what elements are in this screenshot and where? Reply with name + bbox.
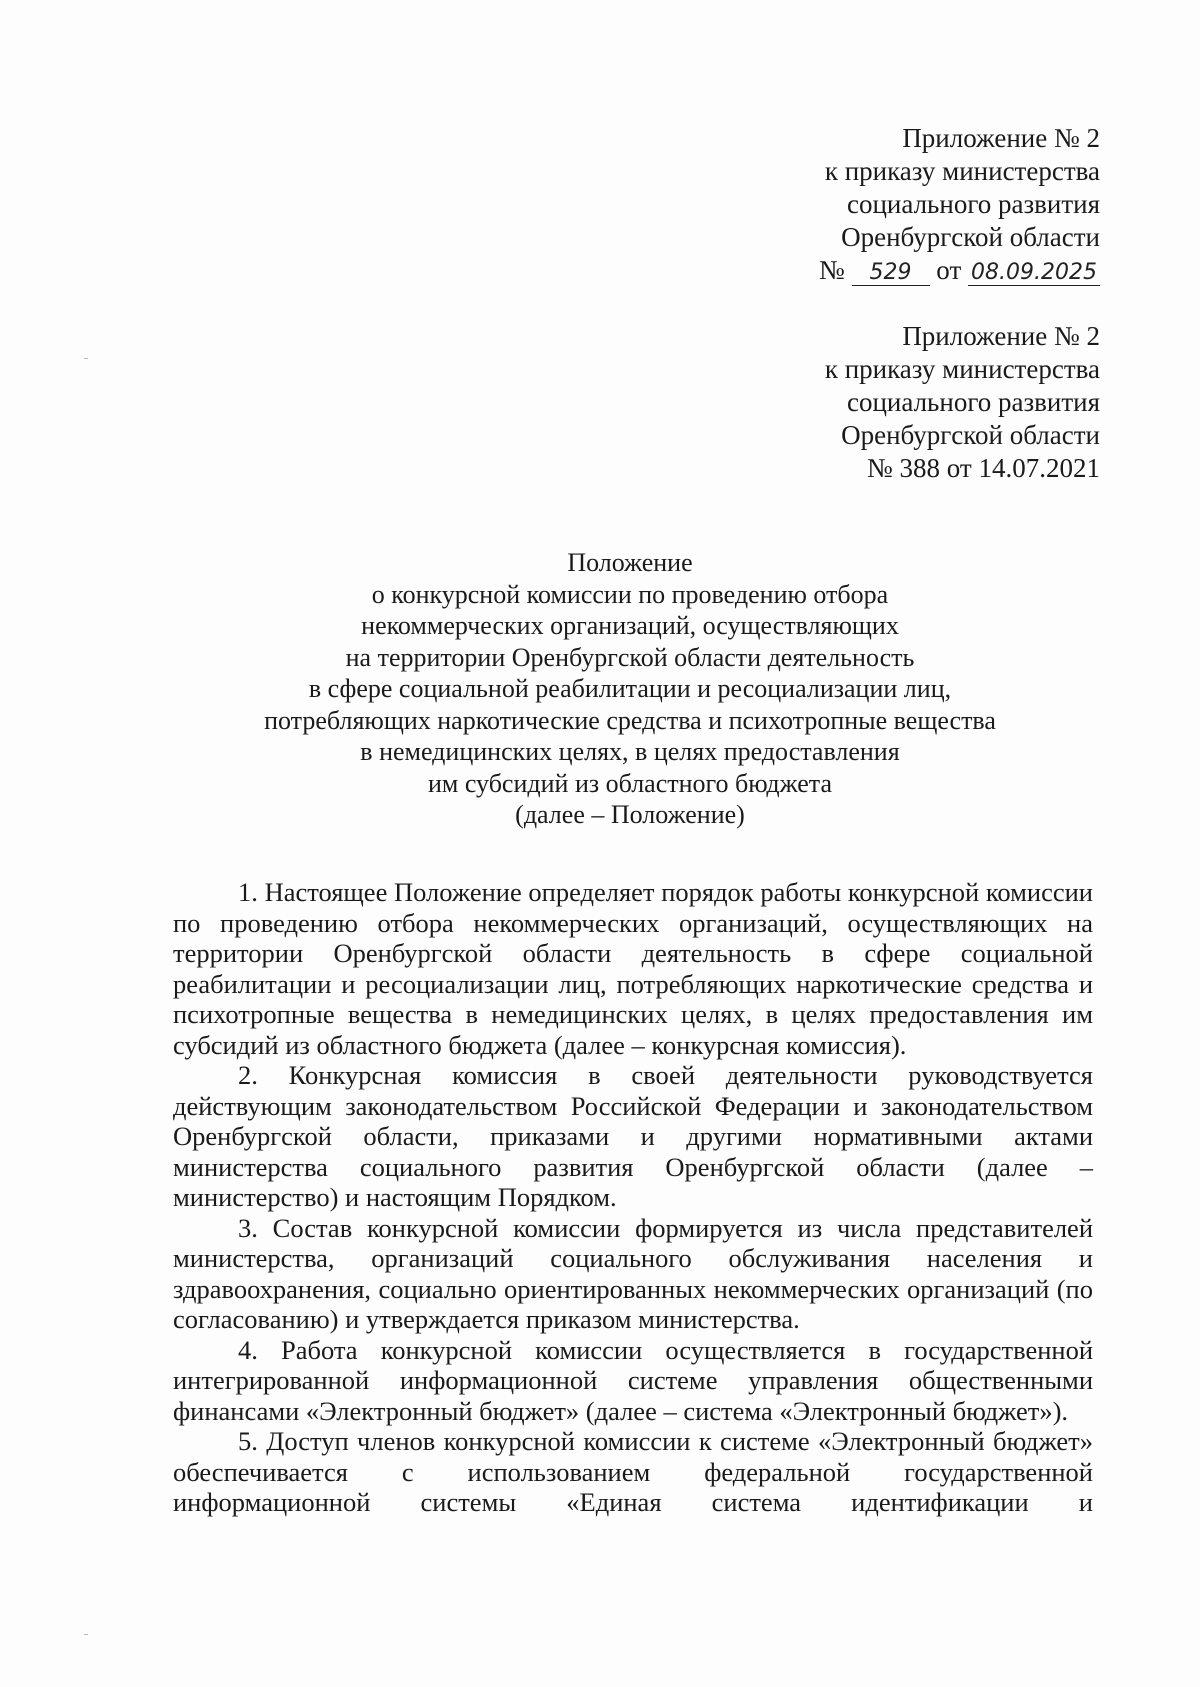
date-prefix: от bbox=[936, 255, 962, 285]
title-line: потребляющих наркотические средства и психотропные вещества bbox=[264, 705, 996, 735]
appendix-order-ref: к приказу министерства bbox=[824, 354, 1100, 384]
title-line: Положение bbox=[567, 548, 693, 577]
scan-margin-mark bbox=[84, 358, 88, 359]
document-title bbox=[130, 547, 1130, 831]
paragraph-2: 2. Конкурсная комиссия в своей деятельности руководствуется действующим законодательством Российской Федерации и законодательством Оренбургской области, приказами и другими нормативными актами министерства социального развития Оренбургской области (далее – министерство) и настоящим Порядком. bbox=[173, 1060, 1093, 1212]
appendix-region: Оренбургской области bbox=[841, 222, 1100, 252]
appendix-title: Приложение № 2 bbox=[902, 123, 1100, 153]
appendix-header-previous bbox=[825, 320, 1100, 485]
title-line: некоммерческих организаций, осуществляющих bbox=[361, 611, 899, 640]
appendix-header-current bbox=[819, 122, 1100, 287]
date-field bbox=[968, 258, 1100, 286]
handwritten-number: 529 bbox=[869, 260, 912, 285]
appendix-ministry: социального развития bbox=[846, 387, 1100, 417]
appendix-ministry: социального развития bbox=[846, 189, 1100, 219]
paragraph-5: 5. Доступ членов конкурсной комиссии к системе «Электронный бюджет» обеспечивается с использованием федеральной государственной информационной системы «Единая система идентификации и bbox=[173, 1426, 1093, 1517]
document-body bbox=[173, 877, 1093, 1518]
appendix-region: Оренбургской области bbox=[841, 420, 1100, 450]
title-line: им субсидий из областного бюджета bbox=[427, 768, 832, 798]
title-line: о конкурсной комиссии по проведению отбора bbox=[371, 579, 889, 609]
handwritten-date: 08.09.2025 bbox=[971, 260, 1097, 285]
appendix-order-ref: к приказу министерства bbox=[824, 156, 1100, 186]
appendix-title: Приложение № 2 bbox=[902, 321, 1100, 351]
title-line: в сфере социальной реабилитации и ресоциализации лиц, bbox=[308, 674, 952, 703]
number-field bbox=[852, 258, 930, 286]
paragraph-3: 3. Состав конкурсной комиссии формируется из числа представителей министерства, организаций социального обслуживания населения и здравоохранения, социально ориентированных некоммерческих организаций (по согласованию) и утверждается приказом министерства. bbox=[173, 1212, 1093, 1334]
appendix-number-date: № 388 от 14.07.2021 bbox=[867, 453, 1100, 483]
title-line: (далее – Положение) bbox=[515, 800, 745, 829]
paragraph-4: 4. Работа конкурсной комиссии осуществляется в государственной интегрированной информационной системе управления общественными финансами «Электронный бюджет» (далее – система «Электронный бюджет»). bbox=[173, 1334, 1093, 1426]
appendix-number-date bbox=[819, 254, 1100, 287]
number-prefix: № bbox=[819, 255, 845, 285]
paragraph-1: 1. Настоящее Положение определяет порядок работы конкурсной комиссии по проведению отбора некоммерческих организаций, осуществляющих на территории Оренбургской области деятельность в сфере социальной реабилитации и ресоциализации лиц, потребляющих наркотические средства и психотропные вещества в немедицинских целях, в целях предоставления им субсидий из областного бюджета (далее – конкурсная комиссия). bbox=[173, 877, 1093, 1060]
title-line: в немедицинских целях, в целях предоставления bbox=[360, 737, 900, 766]
title-line: на территории Оренбургской области деятельность bbox=[345, 642, 915, 672]
scan-margin-mark bbox=[84, 1634, 88, 1635]
